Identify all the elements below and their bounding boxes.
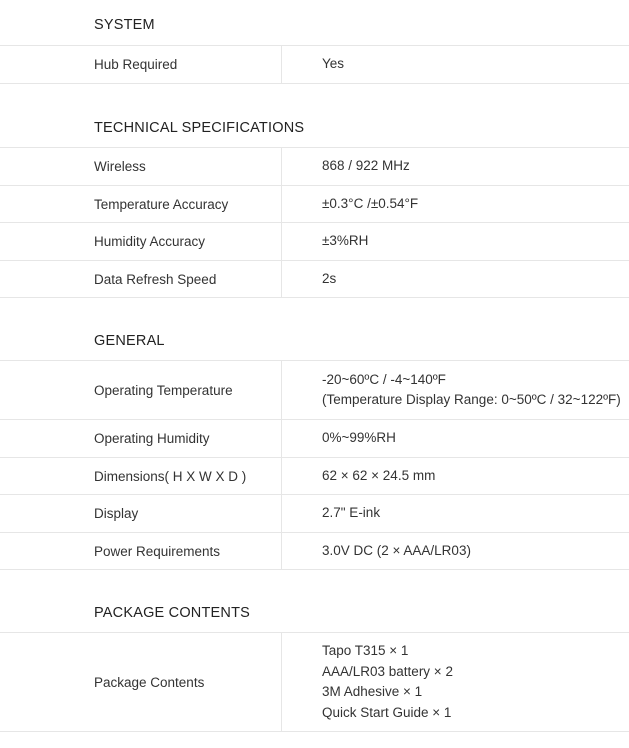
column-divider (281, 361, 282, 419)
section-title-system: SYSTEM (94, 17, 155, 33)
spec-label: Dimensions( H X W X D ) (94, 468, 247, 484)
column-divider (281, 420, 282, 457)
column-divider (281, 533, 282, 569)
spec-value: 2.7" E-ink (322, 505, 381, 521)
spec-label: Display (94, 506, 139, 521)
package-item: Tapo T315 × 1 (322, 643, 409, 658)
spec-label: Data Refresh Speed (94, 271, 217, 287)
spec-label: Temperature Accuracy (94, 196, 229, 212)
spec-row-display (0, 494, 629, 532)
column-divider (281, 46, 282, 83)
column-divider (281, 261, 282, 297)
spec-value: Yes (322, 56, 345, 72)
package-item: AAA/LR03 battery × 2 (322, 663, 453, 679)
package-item: 3M Adhesive × 1 (322, 684, 423, 699)
section-title-package-contents: PACKAGE CONTENTS (94, 605, 251, 621)
spec-row-dimensions (0, 457, 629, 494)
spec-row-power-requirements (0, 532, 629, 570)
spec-label: Wireless (94, 159, 146, 174)
column-divider (281, 458, 282, 494)
section-title-general: GENERAL (94, 333, 165, 349)
section-title-technical-specifications: TECHNICAL SPECIFICATIONS (94, 120, 305, 136)
spec-row-humidity-accuracy (0, 222, 629, 260)
spec-value: 868 / 922 MHz (322, 158, 410, 174)
spec-label: Operating Humidity (94, 431, 210, 446)
spec-row-data-refresh-speed (0, 260, 629, 298)
spec-row-hub-required (0, 45, 629, 84)
spec-value: -20~60ºC / -4~140ºF (Temperature Display Range: 0~50ºC / 32~122ºF) (322, 371, 621, 407)
spec-label: Power Requirements (94, 543, 221, 559)
spec-value: 3.0V DC (2 × AAA/LR03) (322, 542, 471, 558)
column-divider (281, 148, 282, 185)
spec-value: ±0.3°C /±0.54°F (322, 195, 419, 211)
spec-row-temperature-accuracy (0, 185, 629, 222)
spec-label: Humidity Accuracy (94, 234, 206, 249)
column-divider (281, 186, 282, 222)
spec-row-operating-temperature (0, 360, 629, 419)
spec-row-package-contents (0, 632, 629, 732)
spec-value: 62 × 62 × 24.5 mm (322, 467, 436, 483)
spec-row-operating-humidity (0, 419, 629, 457)
spec-value: 2s (322, 270, 337, 286)
column-divider (281, 495, 282, 532)
spec-label: Operating Temperature (94, 382, 233, 398)
spec-value: 0%~99%RH (322, 430, 396, 446)
spec-label: Hub Required (94, 57, 178, 72)
spec-value (322, 633, 453, 731)
spec-row-wireless (0, 147, 629, 185)
spec-value: ±3%RH (322, 233, 369, 249)
spec-label: Package Contents (94, 674, 205, 690)
package-item: Quick Start Guide × 1 (322, 704, 452, 720)
column-divider (281, 633, 282, 731)
column-divider (281, 223, 282, 260)
